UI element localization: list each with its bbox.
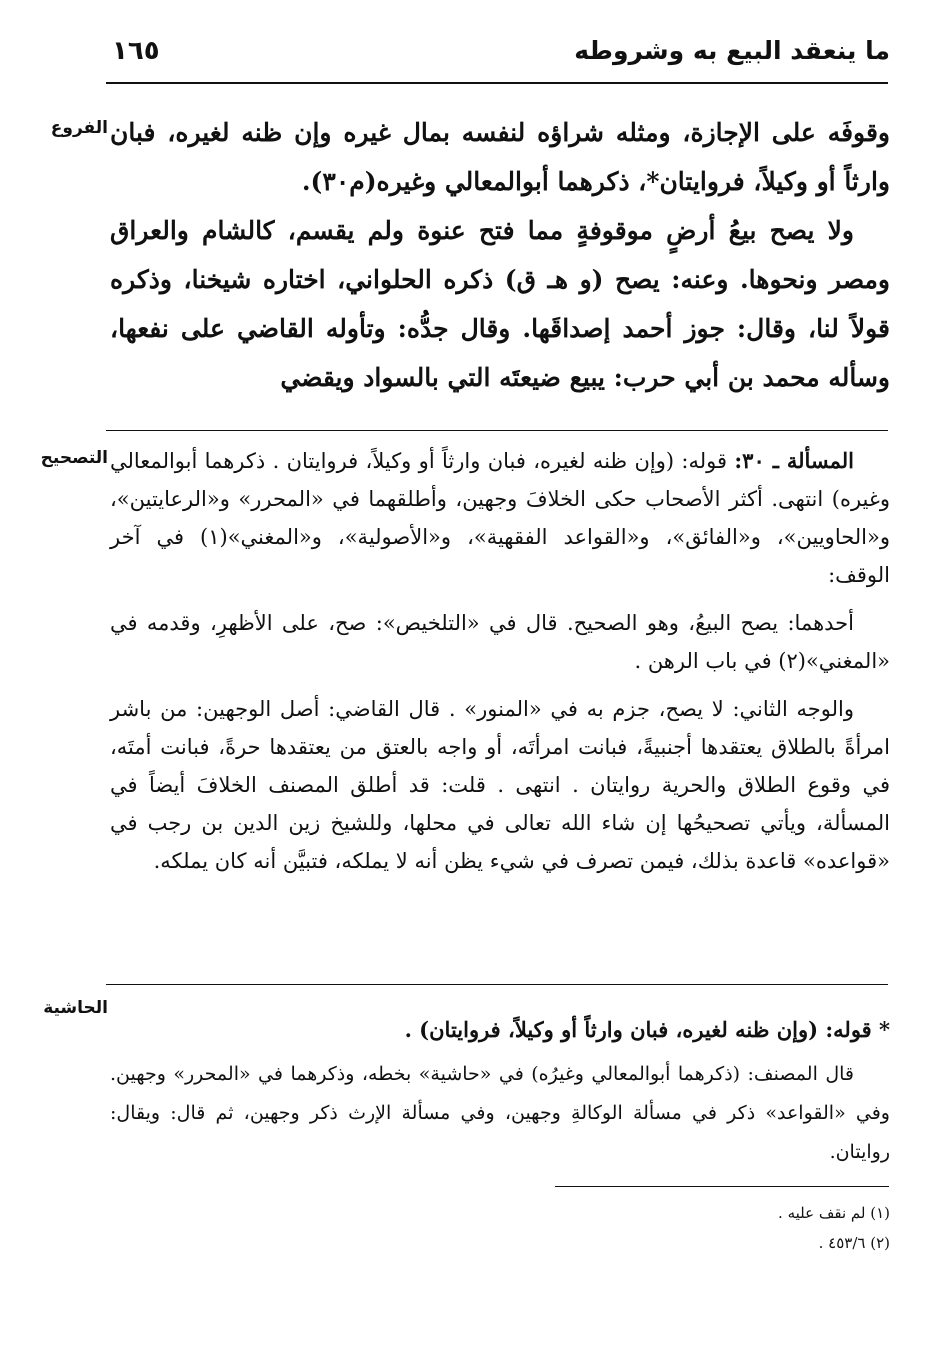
section-rule-1 — [106, 430, 888, 431]
hashiya-section — [110, 1010, 890, 1172]
footnote-rule — [555, 1186, 889, 1187]
footnote-2: (٢) ٤٥٣/٦ . — [818, 1234, 890, 1252]
tashih-paragraph-1: قوله: (وإن ظنه لغيره، فبان وارثاً أو وكيلاً، فروايتان . ذكرهما أبوالمعالي وغيره) انتهى. أكثر الأصحاب حكى الخلافَ وجهين، وأطلقهما في «المحرر» و«الرعايتين»، و«الحاويين»، و«الفائق»، و«القواعد الفقهية»، و«الأصولية»، و«المغني»(١) في آخر الوقف: — [110, 449, 890, 587]
side-label-furu: الفروع — [50, 118, 108, 138]
page-number: ١٦٥ — [112, 36, 160, 66]
hashiya-paragraph-2: قال المصنف: (ذكرهما أبوالمعالي وغيرُه) في «حاشية» بخطه، وذكرهما في «المحرر» وجهين. وفي «القواعد» ذكر في مسألة الوكالةِ وجهين، وفي مسألة الإرث ذكر وجهين، ثم قال: ويقال: روايتان. — [110, 1063, 890, 1163]
tashih-paragraph-3: والوجه الثاني: لا يصح، جزم به في «المنور» . قال القاضي: أصل الوجهين: من باشر امرأةً بالطلاق يعتقدها أجنبيةً، فبانت امرأتَه، أو واجه بالعتق من يعتقدها حرةً، فبانت أمتَه، في وقوع الطلاق والحرية روايتان . انتهى . قلت: قد أطلق المصنف الخلافَ أيضاً في المسألة، ويأتي تصحيحُها إن شاء الله تعالى في محلها، وللشيخ زين الدين بن رجب في «قواعده» قاعدة بذلك، فيمن تصرف في شيء يظن أنه لا يملكه، فتبيَّن أنه كان يملكه. — [110, 697, 890, 873]
footnotes — [560, 1198, 890, 1258]
issue-label: المسألة ـ ٣٠: — [734, 448, 855, 473]
furu-paragraph-2: ولا يصح بيعُ أرضٍ موقوفةٍ مما فتح عنوة ولم يقسم، كالشام والعراق ومصر ونحوها. وعنه: يصح (و هـ ق) ذكره الحلواني، اختاره شيخنا، وذكره قولاً لنا، وقال: جوز أحمد إصداقَها. وقال جدُّه: وتأوله القاضي على نفعها، وسأله محمد بن أبي حرب: يبيع ضيعتَه التي بالسواد ويقضي — [110, 216, 890, 392]
furu-section — [110, 108, 890, 402]
footnote-1: (١) لم نقف عليه . — [778, 1204, 890, 1222]
section-rule-2 — [106, 984, 888, 985]
side-label-tashih: التصحيح — [40, 448, 108, 468]
header-rule — [106, 82, 888, 84]
tashih-paragraph-2: أحدهما: يصح البيعُ، وهو الصحيح. قال في «التلخيص»: صح، على الأظهرِ، وقدمه في «المغني»(٢) في باب الرهن . — [110, 611, 890, 673]
running-head: ما ينعقد البيع به وشروطه — [574, 36, 890, 65]
tashih-section — [110, 442, 890, 890]
furu-paragraph-1: وقوفَه على الإجازة، ومثله شراؤه لنفسه بمال غيره وإن ظنه لغيره، فبان وارثاً أو وكيلاً، فروايتان*، ذكرهما أبوالمعالي وغيره(م٣٠). — [110, 118, 890, 196]
hashiya-paragraph-1: * قوله: (وإن ظنه لغيره، فبان وارثاً أو وكيلاً، فروايتان) . — [404, 1017, 890, 1042]
side-label-hashiya: الحاشية — [43, 998, 108, 1018]
